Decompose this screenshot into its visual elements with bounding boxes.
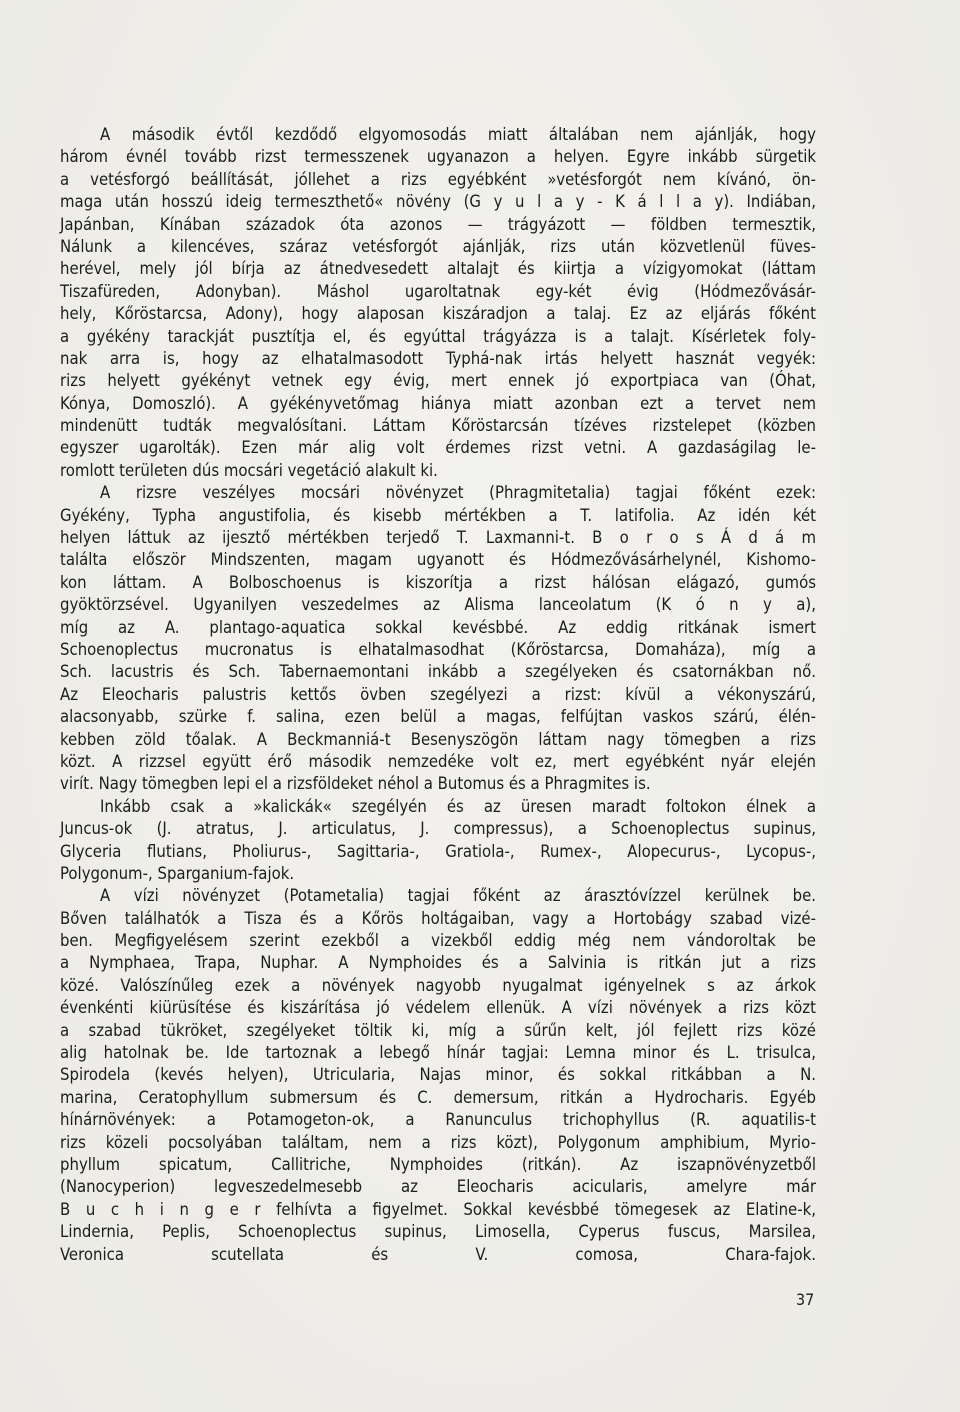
body-text bbox=[60, 124, 816, 1288]
text-line: Polygonum-, Sparganium-fajok. bbox=[60, 863, 295, 883]
text-line: Nálunk a kilencéves, száraz vetésforgót ajánlják, rizs után közvetlenül füves- bbox=[60, 236, 816, 256]
text-line: három évnél tovább rizst termesszenek ugyanazon a helyen. Egyre inkább sürgetik bbox=[60, 147, 816, 167]
text-line: A vízi növényzet (Potametalia) tagjai főként az árasztóvízzel kerülnek be. bbox=[100, 886, 816, 906]
text-line: egyszer ugarolták). Ezen már alig volt érdemes rizst vetni. A gazdaságilag le- bbox=[60, 438, 816, 458]
text-line: gyöktörzsével. Ugyanilyen veszedelmes az Alisma lanceolatum (K ó n y a), bbox=[60, 595, 816, 615]
text-line: évenkénti kiürüsítése és kiszárítása jó védelem ellenük. A vízi növények a rizs közt bbox=[60, 998, 816, 1018]
text-line: A második évtől kezdődő elgyomosodás miatt általában nem ajánlják, hogy bbox=[100, 125, 816, 144]
text-line: Lindernia, Peplis, Schoenoplectus supinus, Limosella, Cyperus fuscus, Marsilea, bbox=[60, 1222, 816, 1242]
text-line: a vetésforgó beállítását, jóllehet a rizs egyébként »vetésforgót nem kívánó, ön- bbox=[60, 169, 816, 189]
text-line: alig hatolnak be. Ide tartoznak a lebegő hínár tagjai: Lemna minor és L. trisulca, bbox=[60, 1043, 816, 1063]
text-line: találta először Mindszenten, magam ugyanott és Hódmezővásárhelynél, Kishomo- bbox=[60, 550, 816, 570]
text-line: Spirodela (kevés helyen), Utricularia, Najas minor, és sokkal ritkábban a N. bbox=[60, 1065, 816, 1085]
text-line: ben. Megfigyelésem szerint ezekből a vizekből eddig még nem vándoroltak be bbox=[60, 931, 816, 951]
text-line: Gyékény, Typha angustifolia, és kisebb mértékben a T. latifolia. Az idén két bbox=[60, 505, 816, 525]
text-line: kebben zöld tőalak. A Beckmanniá-t Besenyszögön láttam nagy tömegben a rizs bbox=[60, 729, 816, 749]
page-number: 37 bbox=[796, 1290, 815, 1309]
text-line: rizs helyett gyékényt vetnek egy évig, mert ennek jó exportpiaca van (Óhat, bbox=[60, 371, 816, 391]
text-line bbox=[60, 1266, 816, 1288]
text-line: a gyékény tarackját pusztítja el, és egyúttal trágyázza is a talajt. Kísérletek foly- bbox=[60, 326, 816, 346]
text-line: kon láttam. A Bolboschoenus is kiszorítja a rizst hálósan elágazó, gumós bbox=[60, 572, 816, 592]
text-line: közé. Valószínűleg ezek a növények nagyobb nyugalmat igényelnek s az árkok bbox=[60, 975, 816, 995]
text-line: (Nanocyperion) legveszedelmesebb az Eleocharis acicularis, amelyre már bbox=[60, 1177, 816, 1197]
text-line: közt. A rizzsel együtt érő második nemzedéke volt ez, mert egyébként nyár elején bbox=[60, 751, 816, 771]
text-line: Glyceria flutians, Pholiurus-, Sagittaria-, Gratiola-, Rumex-, Alopecurus-, Lycopus-, bbox=[60, 841, 816, 861]
text-line: Sch. lacustris és Sch. Tabernaemontani inkább a szegélyeken és csatornákban nő. bbox=[60, 662, 816, 682]
text-line: virít. Nagy tömegben lepi el a rizsföldeket néhol a Butomus és a Phragmites is. bbox=[60, 774, 651, 794]
text-line: Az Eleocharis palustris kettős övben szegélyezi a rizst: kívül a vékonyszárú, bbox=[60, 684, 816, 704]
text-line: mindenütt tudták megvalósítani. Láttam Kőröstarcsán tízéves rizstelepet (közben bbox=[60, 416, 816, 436]
text-line: A rizsre veszélyes mocsári növényzet (Phragmitetalia) tagjai főként ezek: bbox=[100, 483, 816, 503]
text-line: maga után hosszú ideig termeszthető« növény (G y u l a y - K á l l a y). Indiában, bbox=[60, 192, 816, 212]
text-line: a szabad tükröket, szegélyeket töltik ki, míg a sűrűn kelt, jól fejlett rizs közé bbox=[60, 1020, 816, 1040]
text-line: Bőven találhatók a Tisza és a Kőrös holtágaiban, vagy a Hortobágy szabad vizé- bbox=[60, 908, 816, 928]
text-line: herével, mely jól bírja az átnedvesedett altalajt és kiirtja a vízigyomokat (láttam bbox=[60, 259, 816, 279]
text-line: phyllum spicatum, Callitriche, Nymphoides (ritkán). Az iszapnövényzetből bbox=[60, 1154, 816, 1174]
text-line: hínárnövények: a Potamogeton-ok, a Ranunculus trichophyllus (R. aquatilis-t bbox=[60, 1110, 816, 1130]
text-line: rizs közeli pocsolyában találtam, nem a rizs közt), Polygonum amphibium, Myrio- bbox=[60, 1132, 816, 1152]
text-line: romlott területen dús mocsári vegetáció alakult ki. bbox=[60, 460, 438, 480]
text-line: Veronica scutellata és V. comosa, Chara-fajok. bbox=[60, 1244, 816, 1264]
text-line: helyen láttuk az ijesztő mértékben terjedő T. Laxmanni-t. B o r o s Á d á m bbox=[60, 528, 816, 548]
text-line: nak arra is, hogy az elhatalmasodott Typhá-nak irtás helyett hasznát vegyék: bbox=[60, 348, 816, 368]
text-line: B u c h i n g e r felhívta a figyelmet. Sokkal kevésbbé tömegesek az Elatine-k, bbox=[60, 1199, 816, 1219]
text-line: Kónya, Domoszló). A gyékényvetőmag hiánya miatt azonban ezt a tervet nem bbox=[60, 393, 816, 413]
text-line: Juncus-ok (J. atratus, J. articulatus, J. compressus), a Schoenoplectus supinus, bbox=[60, 819, 816, 839]
text-line: Tiszafüreden, Adonyban). Máshol ugaroltatnak egy-két évig (Hódmezővásár- bbox=[60, 281, 816, 301]
text-line: Japánban, Kínában századok óta azonos — trágyázott — földben termesztik, bbox=[60, 214, 816, 234]
text-line: marina, Ceratophyllum submersum és C. demersum, ritkán a Hydrocharis. Egyéb bbox=[60, 1087, 816, 1107]
text-line: alacsonyabb, szürke f. salina, ezen belül a magas, felfújtan vaskos szárú, élén- bbox=[60, 707, 816, 727]
text-line: hely, Kőröstarcsa, Adony), hogy alaposan kiszáradjon a talaj. Ez az eljárás főként bbox=[60, 304, 816, 324]
text-line: Inkább csak a »kalickák« szegélyén és az üresen maradt foltokon élnek a bbox=[100, 796, 816, 816]
text-line: míg az A. plantago-aquatica sokkal kevésbbé. Az eddig ritkának ismert bbox=[60, 617, 816, 637]
text-line: Schoenoplectus mucronatus is elhatalmasodhat (Kőröstarcsa, Domaháza), míg a bbox=[60, 639, 816, 659]
text-line: a Nymphaea, Trapa, Nuphar. A Nymphoides és a Salvinia is ritkán jut a rizs bbox=[60, 953, 816, 973]
